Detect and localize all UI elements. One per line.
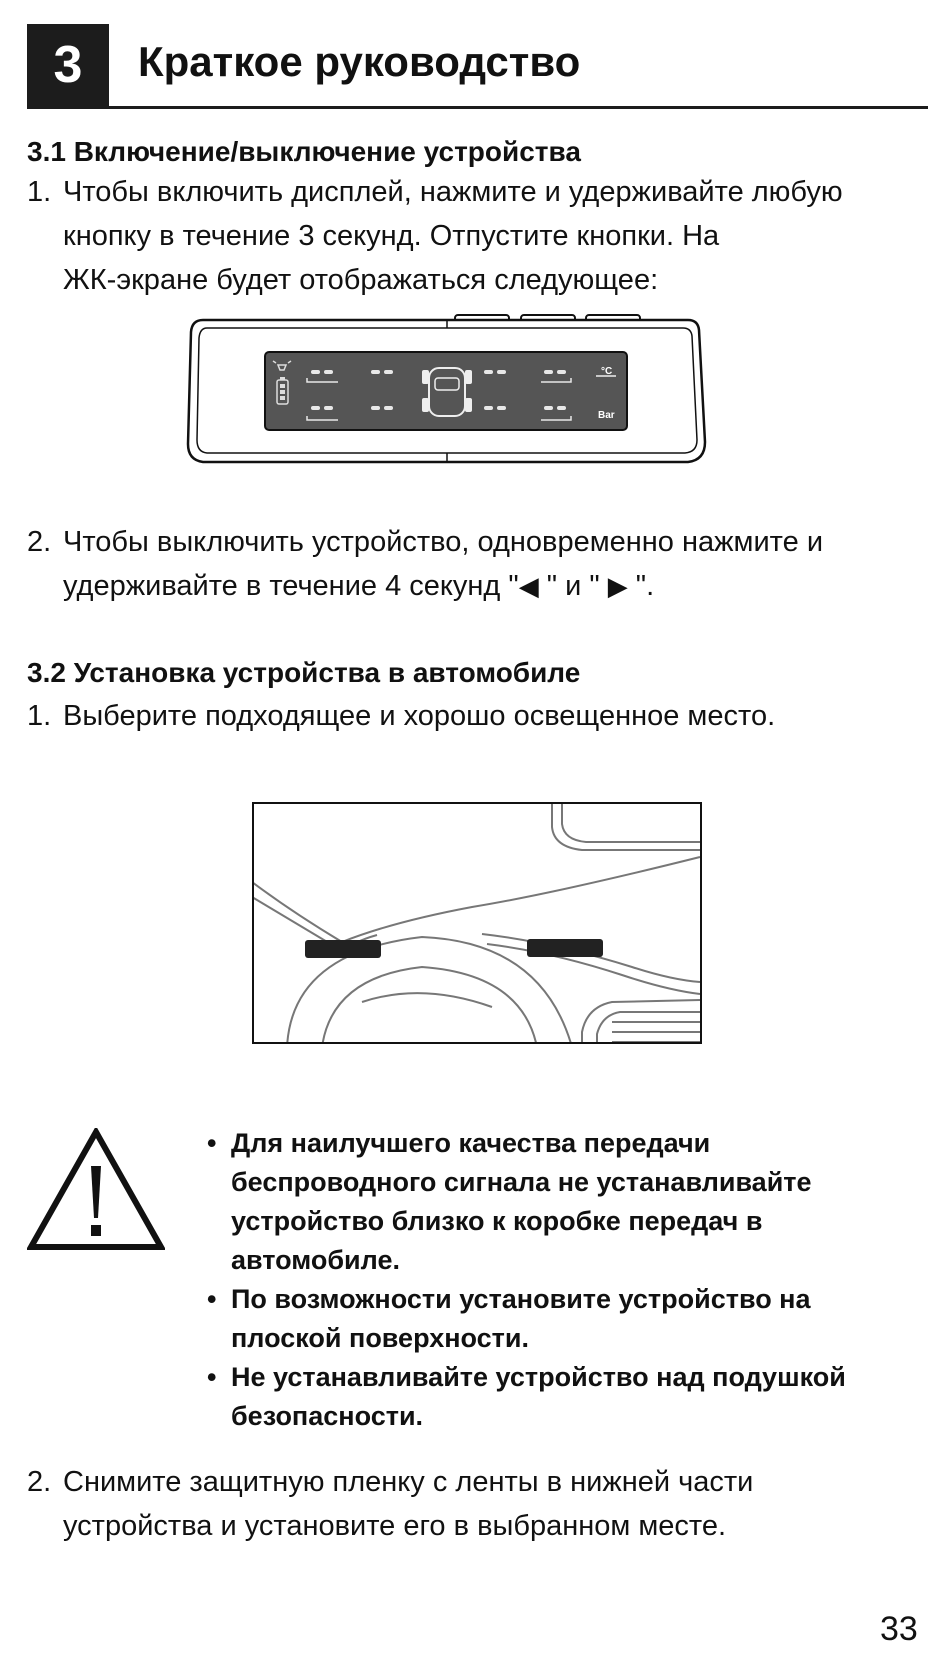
text-fragment: удерживайте в течение 4 секунд ": [63, 570, 519, 602]
chapter-number-box: 3: [27, 24, 109, 106]
step-line: устройства и установите его в выбранном месте.: [63, 1510, 727, 1542]
section-heading-3-1: 3.1 Включение/выключение устройства: [27, 136, 581, 167]
text-fragment: " и ": [538, 570, 608, 602]
step-number: 2.: [27, 526, 52, 558]
right-arrow-icon: ▶: [607, 571, 628, 601]
bullet: •: [207, 1128, 217, 1158]
device-position-left: [305, 940, 381, 958]
car-interior-illustration: [252, 802, 702, 1044]
warning-line: По возможности установите устройство на: [231, 1284, 811, 1314]
text-fragment: ".: [627, 570, 655, 602]
step-text: [63, 1460, 753, 1548]
illustration-frame: [253, 803, 701, 1043]
warning-line: плоской поверхности.: [231, 1323, 530, 1353]
step-text: [63, 170, 843, 302]
tpms-display-illustration: [183, 312, 713, 470]
step-line: [63, 564, 823, 608]
step-line: Чтобы выключить устройство, одновременно нажмите и: [63, 526, 824, 558]
step-1-select-place: [27, 694, 927, 740]
warning-icon: [27, 1128, 165, 1252]
step-text: [63, 694, 775, 738]
chapter-divider: [27, 106, 928, 109]
step-line: кнопку в течение 3 секунд. Отпустите кнопки. На: [63, 220, 720, 252]
step-line: Снимите защитную пленку с ленты в нижней части: [63, 1466, 754, 1498]
chapter-title: Краткое руководство: [138, 38, 581, 85]
bullet: •: [207, 1362, 217, 1392]
celsius-label: °C: [601, 366, 613, 377]
page-number: 33: [880, 1610, 918, 1648]
step-2-turn-off: [27, 520, 927, 610]
warning-line: беспроводного сигнала не устанавливайте: [231, 1167, 812, 1197]
warning-line: безопасности.: [231, 1401, 424, 1431]
warning-list: [207, 1124, 927, 1436]
warning-item: [207, 1124, 927, 1280]
bar-label: Bar: [598, 410, 615, 421]
warning-line: Для наилучшего качества передачи: [231, 1128, 711, 1158]
left-arrow-icon: ◀: [518, 571, 539, 601]
section-heading-3-2: 3.2 Установка устройства в автомобиле: [27, 657, 581, 688]
step-1-turn-on: [27, 170, 927, 305]
warning-line: устройство близко к коробке передач в: [231, 1206, 763, 1236]
step-line: ЖК-экране будет отображаться следующее:: [63, 264, 659, 296]
step-2-install: [27, 1460, 927, 1550]
step-line: Выберите подходящее и хорошо освещенное место.: [63, 700, 776, 732]
step-text: [63, 520, 823, 608]
lcd-screen: [265, 352, 627, 430]
warning-line: автомобиле.: [231, 1245, 400, 1275]
bullet: •: [207, 1284, 217, 1314]
step-number: 1.: [27, 176, 52, 208]
device-position-right: [527, 939, 603, 957]
warning-line: Не устанавливайте устройство над подушкой: [231, 1362, 846, 1392]
step-number: 1.: [27, 700, 52, 732]
warning-item: [207, 1358, 927, 1436]
warning-item: [207, 1280, 927, 1358]
step-line: Чтобы включить дисплей, нажмите и удерживайте любую: [63, 176, 843, 208]
windshield-edge: [252, 857, 700, 942]
step-number: 2.: [27, 1466, 52, 1498]
